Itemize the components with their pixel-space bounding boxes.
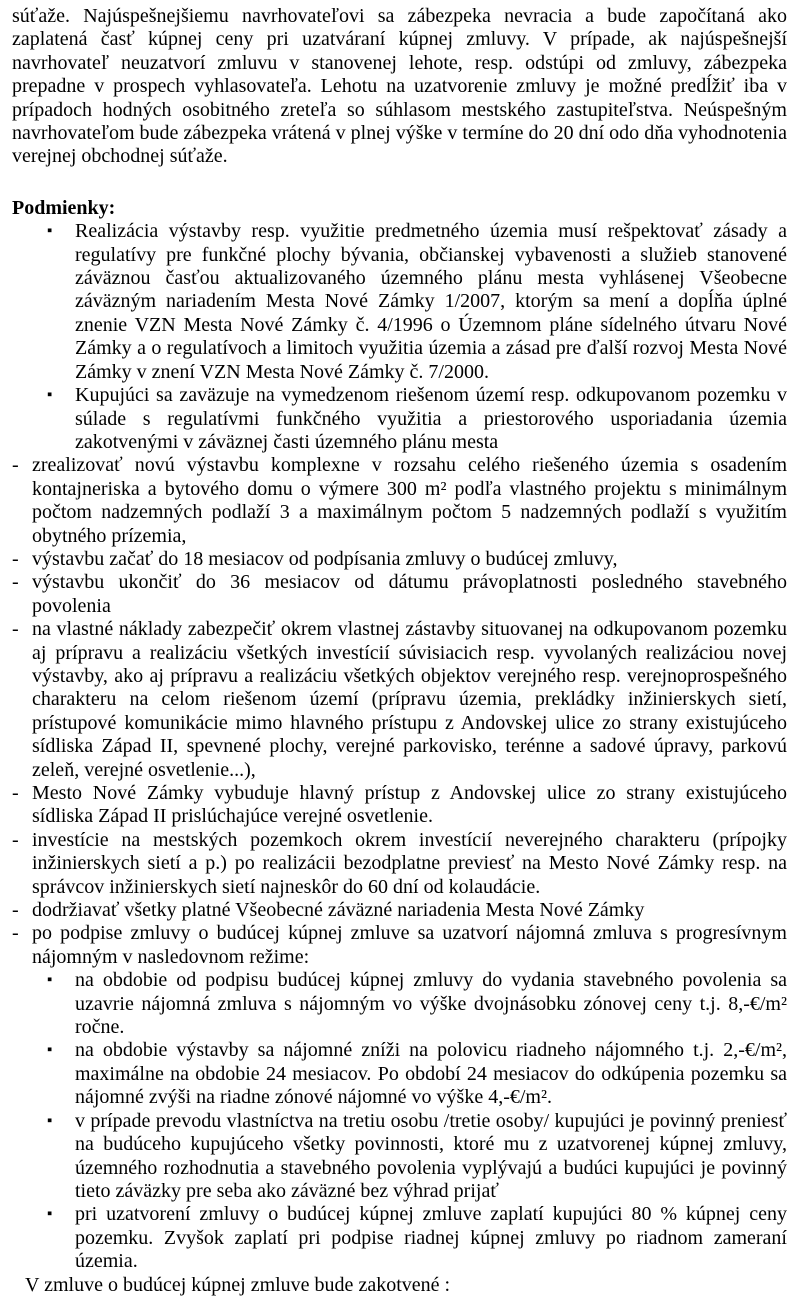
rent-regime-item [12,1110,787,1204]
dash-bullet-icon: - [12,618,19,641]
rent-regime-item-text: na obdobie výstavby sa nájomné zníži na polovicu riadneho nájomného t.j. 2,-€/m², maximálne na obdobie 24 mesiacov. Po období 24 mesiacov do odkúpenia pozemku sa nájomné zvýši na riadne zónové nájomné vo výške 4,-€/m². [75,1039,787,1109]
conditions-heading: Podmienky: [12,196,116,219]
square-bullet-icon: ▪ [47,1042,53,1059]
dash-bullet-icon: - [12,828,19,851]
square-bullet-icon: ▪ [47,387,53,404]
rent-regime-item [12,969,787,1039]
condition-bullet-text: Realizácia výstavby resp. využitie predmetného územia musí rešpektovať zásady a regulatívy pre funkčné plochy bývania, občianskej vybavenosti a služieb stanovené záväznou časťou aktualizovaného územného plánu mesta vyhlásenej Všeobecne záväzným nariadením Mesta Nové Zámky 1/2007, ktorým sa mení a dopĺňa úplné znenie VZN Mesta Nové Zámky č. 4/1996 o Územnom pláne sídelného útvaru Nové Zámky a o regulatívoch a limitoch využitia územia a zásad pre ďalší rozvoj Mesta Nové Zámky v znení VZN Mesta Nové Zámky č. 7/2000. [75,220,787,383]
obligation-item-text: dodržiavať všetky platné Všeobecné záväzné nariadenia Mesta Nové Zámky [32,899,645,922]
intro-paragraph: súťaže. Najúspešnejšiemu navrhovateľovi sa zábezpeka nevracia a bude započítaná ako zaplatená časť kúpnej ceny pri uzatváraní kúpnej zmluvy. V prípade, ak najúspešnejší navrhovateľ neuzatvorí zmluvu v stanovenej lehote, resp. odstúpi od zmluvy, zábezpeka prepadne v prospech vyhlasovateľa. Lehotu na uzatvorenie zmluvy je možné predĺžiť iba v prípadoch hodných osobitného zreteľa so súhlasom mestského zastupiteľstva. Neúspešným navrhovateľom bude zábezpeka vrátená v plnej výške v termíne do 20 dní odo dňa vyhodnotenia verejnej obchodnej súťaže. [12,5,787,168]
obligation-item-text: výstavbu začať do 18 mesiacov od podpísania zmluvy o budúcej zmluvy, [32,547,618,570]
obligation-item [12,782,787,829]
condition-bullet-item [12,220,787,384]
obligation-item [12,548,787,571]
dash-bullet-icon: - [12,571,19,594]
obligation-item-text: Mesto Nové Zámky vybuduje hlavný prístup z Andovskej ulice zo strany existujúceho sídliska Západ II prislúchajúce verejné osvetlenie. [32,782,787,828]
dash-bullet-icon: - [12,782,19,804]
obligation-item-text: investície na mestských pozemkoch okrem investícií neverejného charakteru (prípojky inžinierskych sietí a p.) po realizácii bezodplatne previesť na Mesto Nové Zámky resp. na správcov inžinierskych sietí najneskôr do 60 dní od kolaudácie. [32,828,787,898]
obligation-item-text: po podpise zmluvy o budúcej kúpnej zmluve sa uzatvorí nájomná zmluva s progresívnym nájomným v nasledovnom režime: [32,922,787,968]
obligation-item [12,454,787,548]
obligation-item [12,571,787,618]
square-bullet-icon: ▪ [47,1112,53,1129]
obligation-item [12,922,787,969]
square-bullet-icon: ▪ [47,972,53,989]
obligation-item [12,829,787,899]
dash-bullet-icon: - [12,922,19,945]
rent-regime-item-text: v prípade prevodu vlastníctva na tretiu osobu /tretie osoby/ kupujúci je povinný preniesť na budúceho kupujúceho všetky povinnosti, ktoré mu z uzatvorenej kúpnej zmluvy, územného rozhodnutia a stavebného povolenia vyplývajú a budúci kupujúci je povinný tieto záväzky pre seba ako záväzné bez výhrad prijať [75,1109,787,1202]
square-bullet-icon: ▪ [47,1206,53,1223]
dash-bullet-icon: - [12,547,19,570]
obligation-item-text: výstavbu ukončiť do 36 mesiacov od dátumu právoplatnosti posledného stavebného povolenia [32,571,787,617]
obligation-item [12,618,787,782]
rent-regime-item [12,1203,787,1273]
dash-bullet-icon: - [12,454,19,477]
rent-regime-item [12,1039,787,1109]
obligation-item-text: zrealizovať novú výstavbu komplexne v rozsahu celého riešeného územia s osadením kontajneriska a bytového domu o výmere 300 m² podľa vlastného projektu s minimálnym počtom nadzemných podlaží 3 a maximálnym počtom 5 nadzemných podlaží s využitím obytného prízemia, [32,454,787,547]
obligation-item-text: na vlastné náklady zabezpečiť okrem vlastnej zástavby situovanej na odkupovanom pozemku aj prípravu a realizáciu všetkých investícií súvisiacich resp. vyvolaných realizáciou novej výstavby, ako aj prípravu a realizáciu všetkých objektov verejného resp. verejnoprospešného charakteru na celom riešenom území (prípravu územia, prekládky inžinierskych sietí, prístupové komunikácie mimo hlavného prístupu z Andovskej ulice zo strany existujúceho sídliska Západ II, spevnené plochy, verejné parkovisko, terénne a sadové úpravy, parkovú zeleň, verejné osvetlenie...), [32,618,787,781]
obligation-item [12,899,787,922]
condition-bullet-item [12,384,787,454]
condition-bullet-text: Kupujúci sa zaväzuje na vymedzenom riešenom území resp. odkupovanom pozemku v súlade s regulatívmi funkčného využitia a priestorového usporiadania územia zakotvenými v záväznej časti územného plánu mesta [75,384,787,453]
dash-bullet-icon: - [12,899,19,922]
rent-regime-item-text: na obdobie od podpisu budúcej kúpnej zmluvy do vydania stavebného povolenia sa uzavrie nájomná zmluva s nájomným vo výške dvojnásobku zónovej ceny t.j. 8,-€/m² ročne. [75,969,787,1039]
closing-line: V zmluve o budúcej kúpnej zmluve bude zakotvené : [25,1273,451,1296]
square-bullet-icon: ▪ [47,223,53,240]
rent-regime-item-text: pri uzatvorení zmluvy o budúcej kúpnej zmluve zaplatí kupujúci 80 % kúpnej ceny pozemku. Zvyšok zaplatí pri podpise riadnej kúpnej zmluvy po riadnom zameraní územia. [75,1203,787,1273]
